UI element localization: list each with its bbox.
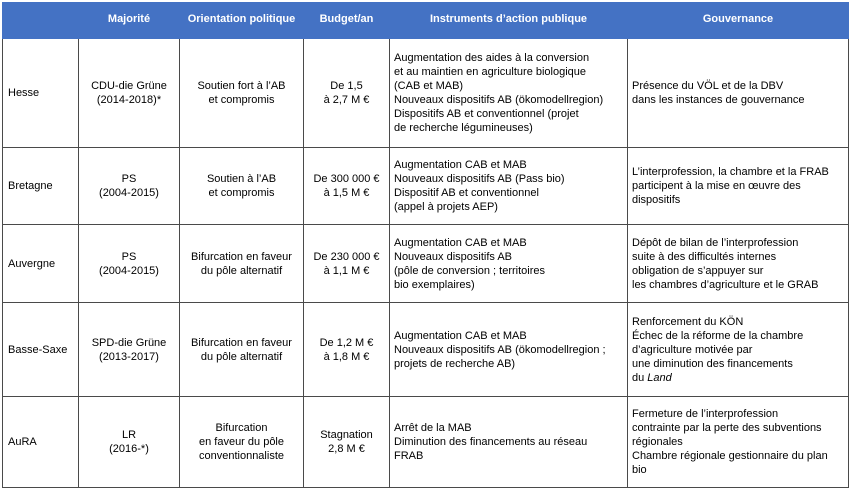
budget-cell: Stagnation 2,8 M € [304,397,390,488]
budget-cell: De 230 000 € à 1,1 M € [304,225,390,303]
gouvernance-cell: Renforcement du KÖN Échec de la réforme de la chambre d’agriculture motivée par une diminution des financements du Land [628,303,849,397]
instruments-cell: Augmentation CAB et MAB Nouveaux dispositifs AB (ökomodellregion ; projets de recherche AB) [390,303,628,397]
header-row [3,3,849,39]
land-italic: Land [647,371,672,384]
gouvernance-cell: Présence du VÖL et de la DBV dans les instances de gouvernance [628,39,849,148]
orientation-cell: Soutien à l’AB et compromis [180,148,304,225]
header-budget: Budget/an [304,3,390,39]
majorite-cell: LR (2016-*) [79,397,180,488]
header-instruments: Instruments d’action publique [390,3,628,39]
table-row [3,397,849,488]
budget-cell: De 1,5 à 2,7 M € [304,39,390,148]
majorite-cell: CDU-die Grüne (2014-2018)* [79,39,180,148]
orientation-cell: Bifurcation en faveur du pôle alternatif [180,303,304,397]
budget-cell: De 1,2 M € à 1,8 M € [304,303,390,397]
orientation-cell: Bifurcation en faveur du pôle alternatif [180,225,304,303]
table-row [3,148,849,225]
table-row [3,225,849,303]
instruments-cell: Augmentation des aides à la conversion et au maintien en agriculture biologique (CAB et MAB) Nouveaux dispositifs AB (ökomodellregion) Dispositifs AB et conventionnel (projet de recherche légumineuses) [390,39,628,148]
header-orientation: Orientation politique [180,3,304,39]
instruments-cell: Augmentation CAB et MAB Nouveaux dispositifs AB (pôle de conversion ; territoires bio exemplaires) [390,225,628,303]
comparison-table [2,2,849,488]
majorite-cell: PS (2004-2015) [79,148,180,225]
header-gouvernance: Gouvernance [628,3,849,39]
region-cell: Bretagne [3,148,79,225]
region-cell: Auvergne [3,225,79,303]
table-row [3,39,849,148]
region-cell: Basse-Saxe [3,303,79,397]
region-cell: Hesse [3,39,79,148]
instruments-cell: Arrêt de la MAB Diminution des financements au réseau FRAB [390,397,628,488]
majorite-cell: PS (2004-2015) [79,225,180,303]
table-row [3,303,849,397]
budget-cell: De 300 000 € à 1,5 M € [304,148,390,225]
instruments-cell: Augmentation CAB et MAB Nouveaux dispositifs AB (Pass bio) Dispositif AB et conventionnel (appel à projets AEP) [390,148,628,225]
region-cell: AuRA [3,397,79,488]
majorite-cell: SPD-die Grüne (2013-2017) [79,303,180,397]
header-majorite: Majorité [79,3,180,39]
gouvernance-cell: L’interprofession, la chambre et la FRAB participent à la mise en œuvre des dispositifs [628,148,849,225]
header-region [3,3,79,39]
orientation-cell: Bifurcation en faveur du pôle conventionnaliste [180,397,304,488]
orientation-cell: Soutien fort à l’AB et compromis [180,39,304,148]
gouvernance-cell: Fermeture de l’interprofession contrainte par la perte des subventions régionales Chambre régionale gestionnaire du plan bio [628,397,849,488]
gouvernance-cell: Dépôt de bilan de l’interprofession suite à des difficultés internes obligation de s’appuyer sur les chambres d’agriculture et le GRAB [628,225,849,303]
